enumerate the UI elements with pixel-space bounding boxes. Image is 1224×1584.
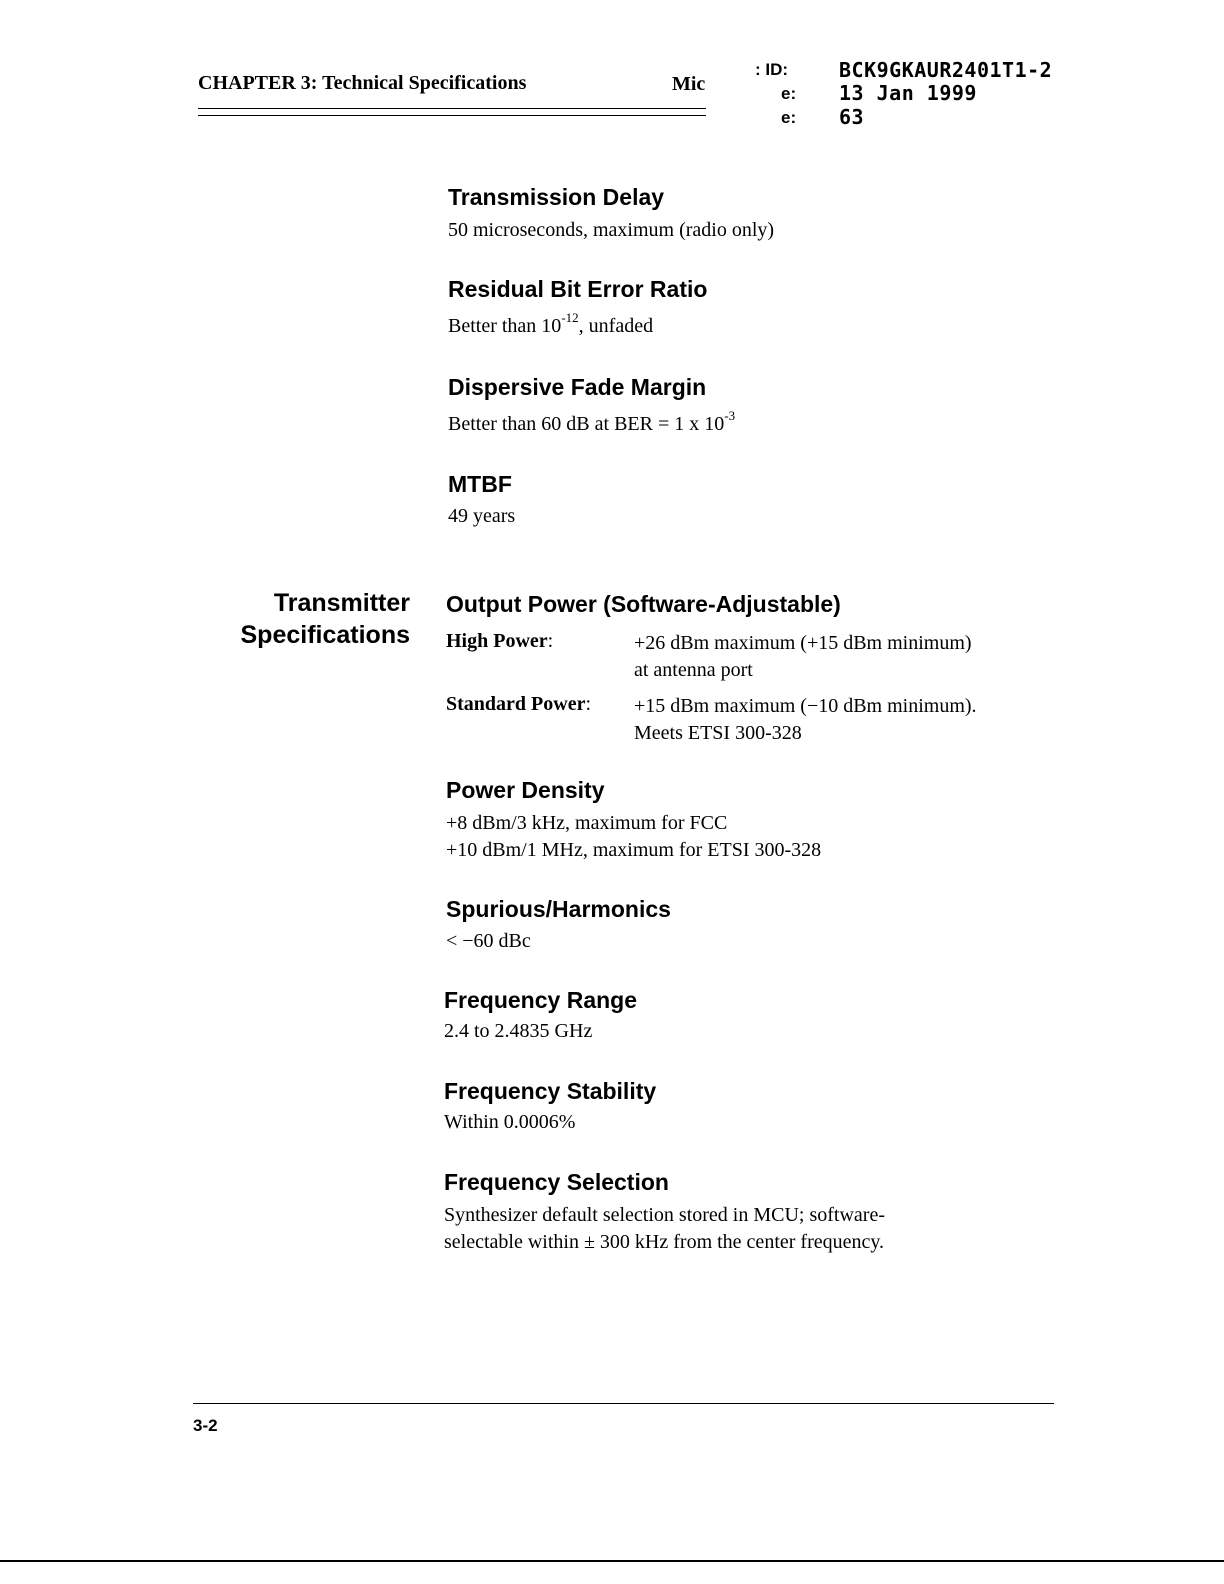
header-rule-top xyxy=(198,108,706,109)
transmission-delay-heading: Transmission Delay xyxy=(448,184,665,210)
spurious-heading: Spurious/Harmonics xyxy=(446,896,671,922)
output-power-heading: Output Power (Software-Adjustable) xyxy=(446,591,841,617)
page-number: 3-2 xyxy=(193,1416,218,1435)
power-density-heading: Power Density xyxy=(446,777,605,803)
standard-power-value: +15 dBm maximum (−10 dBm minimum). Meets ETSI 300-328 xyxy=(634,695,977,744)
mtbf-text: 49 years xyxy=(448,505,516,527)
frequency-range-text: 2.4 to 2.4835 GHz xyxy=(444,1020,593,1042)
transmitter-specifications-title: Transmitter Specifications xyxy=(240,589,410,649)
footer-rule xyxy=(193,1403,1054,1404)
frequency-stability-text: Within 0.0006% xyxy=(444,1111,576,1133)
chapter-title: CHAPTER 3: Technical Specifications xyxy=(198,72,527,94)
frequency-selection-text: Synthesizer default selection stored in MCU; software- selectable within ± 300 kHz from the center frequency. xyxy=(444,1204,885,1253)
standard-power-label: Standard Power: xyxy=(446,693,592,715)
stamp-page-value: 63 xyxy=(839,105,865,129)
dispersive-heading: Dispersive Fade Margin xyxy=(448,374,707,400)
frequency-selection-heading: Frequency Selection xyxy=(444,1169,669,1195)
header-rule-bottom xyxy=(198,115,706,116)
frequency-stability-heading: Frequency Stability xyxy=(444,1078,657,1104)
dispersive-text: Better than 60 dB at BER = 1 x $10^{-3}$ xyxy=(448,408,736,435)
header-truncated-title: Mic xyxy=(672,73,706,95)
dispersive-exponent: -3 xyxy=(724,408,736,424)
stamp-date-label: e: xyxy=(781,84,797,103)
residual-ber-exponent: -12 xyxy=(561,310,579,326)
spurious-text: < −60 dBc xyxy=(446,930,531,952)
high-power-label: High Power: xyxy=(446,630,554,652)
mtbf-heading: MTBF xyxy=(448,471,512,497)
power-density-text: +8 dBm/3 kHz, maximum for FCC +10 dBm/1 MHz, maximum for ETSI 300-328 xyxy=(446,812,822,861)
frequency-range-heading: Frequency Range xyxy=(444,987,637,1013)
residual-ber-heading: Residual Bit Error Ratio xyxy=(448,276,708,302)
stamp-page-label: e: xyxy=(781,108,797,127)
page-bottom-edge xyxy=(0,1560,1224,1562)
transmission-delay-text: 50 microseconds, maximum (radio only) xyxy=(448,219,775,241)
stamp-id-label: : ID: xyxy=(755,60,789,79)
stamp-id-value: BCK9GKAUR2401T1-2 xyxy=(839,58,1053,82)
residual-ber-text: Better than $10^{-12}$, unfaded xyxy=(448,310,654,337)
stamp-date-value: 13 Jan 1999 xyxy=(839,81,977,105)
high-power-value: +26 dBm maximum (+15 dBm minimum) at antenna port xyxy=(634,632,972,681)
